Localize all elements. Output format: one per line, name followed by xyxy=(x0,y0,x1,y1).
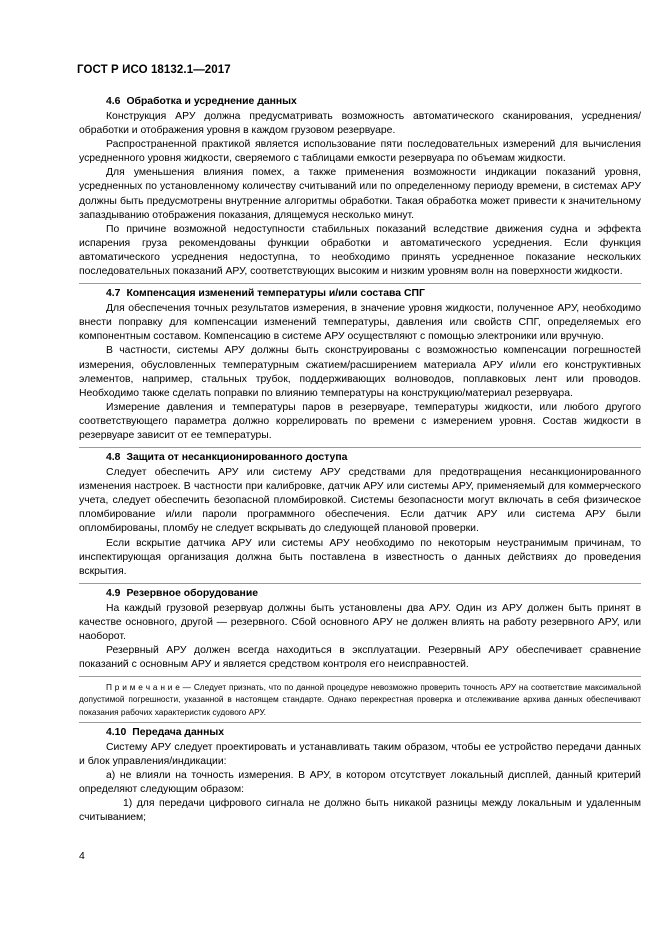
section-heading-4-8 xyxy=(79,451,641,466)
section-heading-4-6 xyxy=(79,95,641,110)
list-item-a: а) не влияли на точность измерения. В АРУ, в котором отсутствует локальный дисплей, данный критерий определяют следующим образом: xyxy=(79,770,641,796)
divider xyxy=(79,676,641,677)
note-label: П р и м е ч а н и е — xyxy=(106,682,191,693)
section-title: Обработка и усреднение данных xyxy=(126,96,297,107)
paragraph: Конструкция АРУ должна предусматривать возможность автоматического сканирования, усреднения/обработки и отображения уровня в каждом грузовом резервуаре. xyxy=(79,111,641,137)
paragraph: Для обеспечения точных результатов измерения, в значение уровня жидкости, полученное АРУ, необходимо внести поправку для компенсации изменений температуры, давления или свойств СПГ, определяемых его компонентным составом. Компенсацию в системе АРУ осуществляют с помощью электроники или вручную. xyxy=(79,303,641,343)
divider xyxy=(79,447,641,448)
paragraph: Резервный АРУ должен всегда находиться в эксплуатации. Резервный АРУ обеспечивает сравнение показаний с основным АРУ и является средством контроля его неисправностей. xyxy=(79,645,641,671)
paragraph: В частности, системы АРУ должны быть сконструированы с возможностью компенсации погрешностей измерения, обусловленных температурным сжатием/расширением материала АРУ и/или его конструктивных элементов, например, стальных трубок, поддерживающих волноводов, поплавковых лент или проводов. Необходимо также сделать поправки по влиянию температуры на конструкцию/материал резервуара. xyxy=(79,345,641,399)
note xyxy=(79,681,641,718)
document-header: ГОСТ Р ИСО 18132.1—2017 xyxy=(77,64,231,76)
divider xyxy=(79,722,641,723)
divider xyxy=(79,583,641,584)
divider xyxy=(79,283,641,284)
paragraph: По причине возможной недоступности стабильных показаний вследствие движения судна и эффекта испарения груза рекомендованы функции обработки и автоматического усреднения. Если функция автоматического усреднения недоступна, то необходимо принять усредненное показание нескольких последовательных показаний АРУ, соответствующих высоким и низким уровням волн на поверхности жидкости. xyxy=(79,223,641,278)
section-number: 4.7 xyxy=(106,288,121,300)
paragraph: Следует обеспечить АРУ или систему АРУ средствами для предотвращения несанкционированного изменения настроек. В частности при калибровке, датчик АРУ или системы АРУ, применяемый для коммерческого учета, следует обеспечить безопасной пломбировкой. Системы безопасности могут включать в себя физическое пломбирование и/или пароли программного обеспечения. Если датчик АРУ или система АРУ были опломбированы, пломбу не следует вскрывать до следующей плановой проверки. xyxy=(79,467,641,535)
section-heading-4-9 xyxy=(79,587,641,602)
section-heading-4-10 xyxy=(79,726,641,741)
section-title: Резервное оборудование xyxy=(126,587,258,599)
paragraph: На каждый грузовой резервуар должны быть установлены два АРУ. Один из АРУ должен быть принят в качестве основного, другой — резервного. Сбой основного АРУ не должен влиять на работу резервного АРУ, или наоборот. xyxy=(79,602,641,642)
page-number: 4 xyxy=(79,851,85,862)
section-title: Передача данных xyxy=(132,726,224,738)
section-title: Защита от несанкционированного доступа xyxy=(126,452,348,464)
paragraph: Распространенной практикой является использование пяти последовательных измерений для вычисления усредненного уровня жидкости, сверяемого с таблицами емкости резервуара по объемам жидкости. xyxy=(79,139,641,165)
paragraph: Измерение давления и температуры паров в резервуаре, температуры жидкости, или любого другого соответствующего параметра должно коррелировать по времени с измерением уровня. Состав жидкости в резервуаре зависит от ее температуры. xyxy=(79,401,641,441)
paragraph: Если вскрытие датчика АРУ или системы АРУ необходимо по некоторым неустранимым причинам, то инспектирующая организация должна быть поставлена в известность о данных действиях до проведения вскрытия. xyxy=(79,537,641,577)
section-title: Компенсация изменений температуры и/или состава СПГ xyxy=(126,288,425,300)
note-text: Следует признать, что по данной процедуре невозможно проверить точность АРУ на соответствие максимальной допустимой погрешности, указанной в настоящем стандарте. Однако перекрестная проверка и отслеживание архива данных обеспечивают показания рабочих характеристик судового АРУ. xyxy=(79,682,641,717)
paragraph: Систему АРУ следует проектировать и устанавливать таким образом, чтобы ее устройство передачи данных и блок управления/индикации: xyxy=(79,741,641,767)
section-number: 4.9 xyxy=(106,587,121,599)
document-body xyxy=(79,95,641,825)
section-number: 4.10 xyxy=(106,726,127,738)
list-item-1: 1) для передачи цифрового сигнала не должно быть никакой разницы между локальным и удаленным считыванием; xyxy=(79,798,641,824)
paragraph: Для уменьшения влияния помех, а также применения возможности индикации показаний уровня, усредненных по установленному количеству считываний или по определенному периоду времени, в системах АРУ должны быть предусмотрены внутренние алгоритмы обработки. Такая обработка может привести к значительному запаздыванию отображения показания, длящемуся несколько минут. xyxy=(79,167,641,221)
section-number: 4.8 xyxy=(106,452,121,464)
section-heading-4-7 xyxy=(79,287,641,302)
section-number: 4.6 xyxy=(106,96,121,107)
